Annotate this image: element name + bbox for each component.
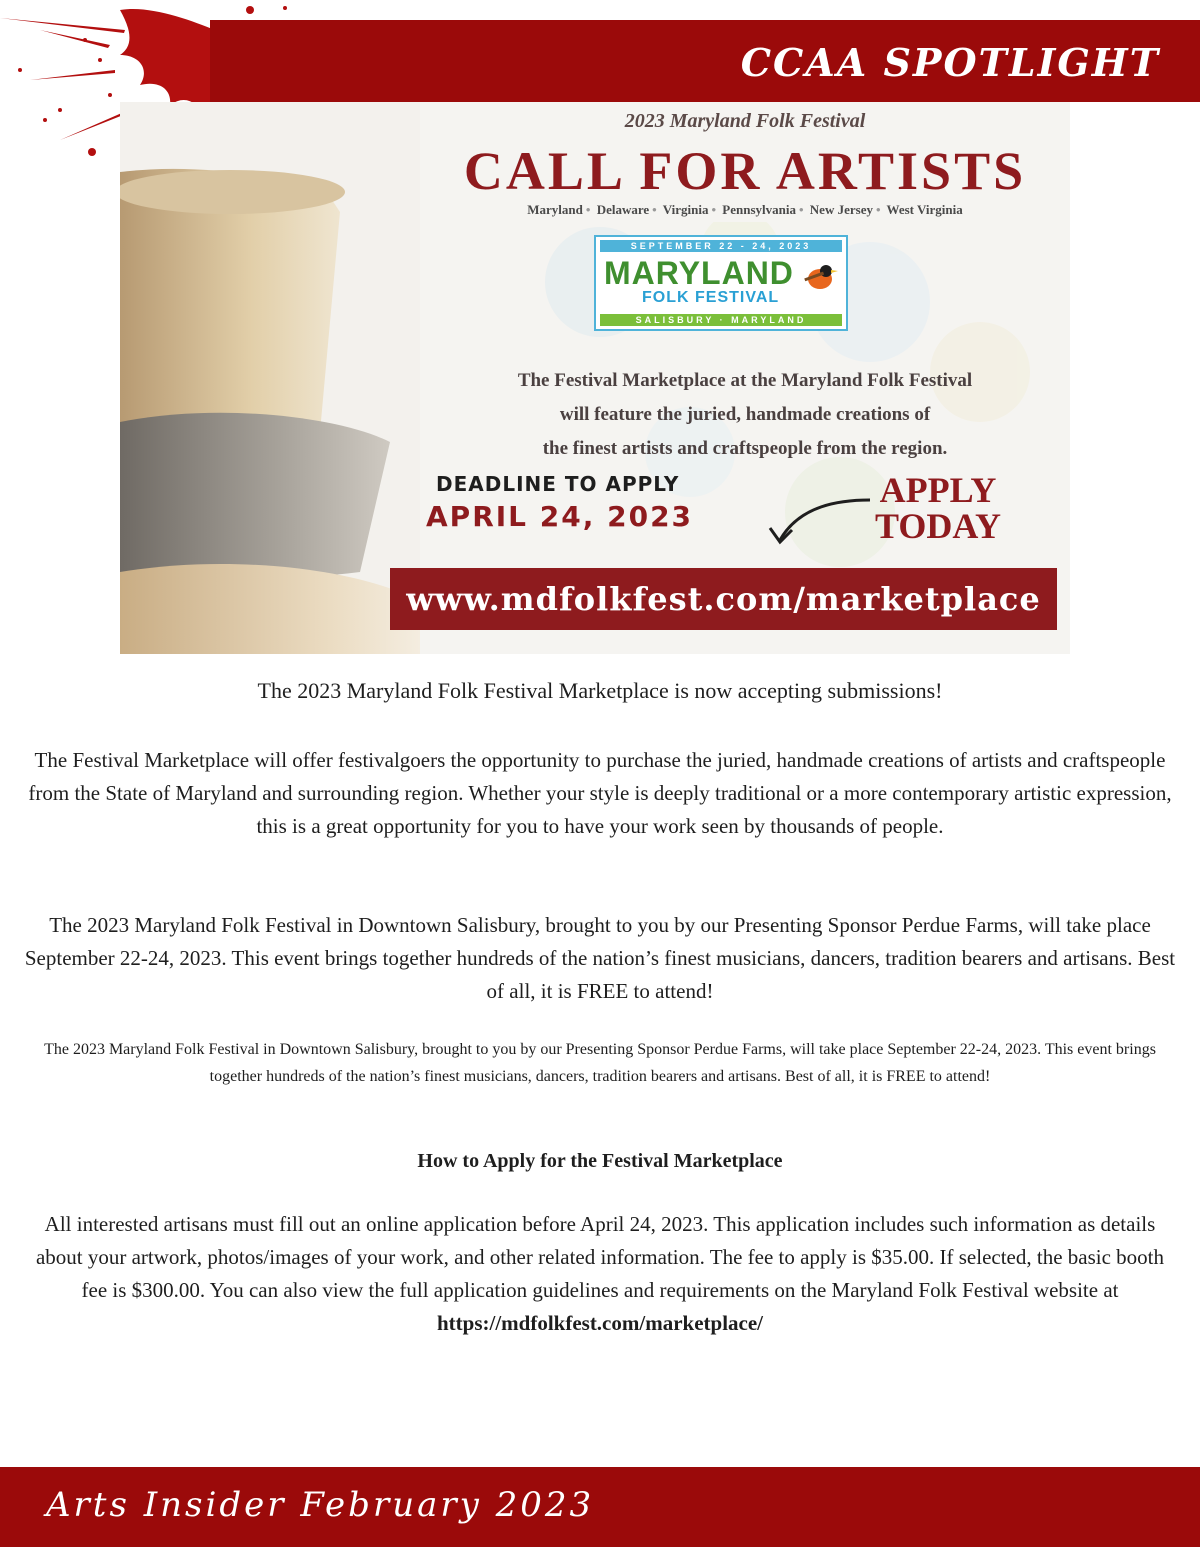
states-list: Maryland • Delaware • Virginia • Pennsylvania • New Jersey • West Virginia [527, 202, 963, 217]
logo-location-banner: SALISBURY · MARYLAND [600, 314, 842, 326]
deadline-date: APRIL 24, 2023 [426, 500, 694, 533]
logo-name-line1: MARYLAND [604, 255, 794, 291]
flyer-url: www.mdfolkfest.com/marketplace [390, 568, 1057, 630]
state-item: New Jersey [809, 202, 873, 217]
article-paragraph [24, 1208, 1176, 1340]
maryland-folk-festival-logo [594, 235, 848, 331]
deadline-label: DEADLINE TO APPLY [436, 472, 680, 496]
apply-today-text [858, 472, 1018, 544]
state-item: Maryland [527, 202, 583, 217]
flyer-description-line: will feature the juried, handmade creations of [559, 404, 931, 425]
apply-heading: How to Apply for the Festival Marketplace [417, 1150, 783, 1172]
flyer-description-line: the finest artists and craftspeople from the region. [542, 438, 948, 459]
article-paragraph: The Festival Marketplace will offer festivalgoers the opportunity to purchase the juried, handmade creations of artists and craftspeople from the State of Maryland and surrounding region. Whether your style is deeply traditional or a more contemporary artistic expression, this is a great opportunity for you to have your work seen by thousands of people. [28, 748, 1172, 838]
pottery-image [120, 102, 420, 654]
flyer-title: CALL FOR ARTISTS [463, 141, 1027, 201]
article-paragraph: The 2023 Maryland Folk Festival in Downtown Salisbury, brought to you by our Presenting Sponsor Perdue Farms, will take place September 22-24, 2023. This event brings together hundreds of the nation’s finest musicians, dancers, tradition bearers and artisans. Best of all, it is FREE to attend! [24, 913, 1176, 1003]
marketplace-link[interactable]: https://mdfolkfest.com/marketplace/ [436, 1311, 764, 1335]
apply-line: APPLY [879, 470, 997, 510]
footer-bar [0, 1467, 1200, 1547]
apply-line: TODAY [874, 506, 1002, 546]
logo-dates-banner: SEPTEMBER 22 - 24, 2023 [600, 240, 842, 252]
section-title: CCAA SPOTLIGHT [740, 40, 1160, 85]
state-item: Pennsylvania [722, 202, 796, 217]
flyer-description [420, 364, 1070, 466]
state-item: West Virginia [886, 202, 963, 217]
flyer-description-line: The Festival Marketplace at the Maryland Folk Festival [517, 370, 973, 391]
flyer-subtitle: 2023 Maryland Folk Festival [624, 110, 866, 132]
logo-name-line2: FOLK FESTIVAL [642, 289, 780, 306]
header-bar [210, 20, 1200, 102]
state-item: Virginia [662, 202, 709, 217]
bird-guitar-icon [800, 257, 840, 297]
footer-title: Arts Insider February 2023 [46, 1485, 595, 1525]
state-item: Delaware [596, 202, 650, 217]
article-lead: The 2023 Maryland Folk Festival Marketplace is now accepting submissions! [257, 678, 943, 703]
article-paragraph-small: The 2023 Maryland Folk Festival in Downtown Salisbury, brought to you by our Presenting Sponsor Perdue Farms, will take place September 22-24, 2023. This event brings together hundreds of the nation’s finest musicians, dancers, tradition bearers and artisans. Best of all, it is FREE to attend! [44, 1041, 1156, 1085]
call-for-artists-flyer [120, 102, 1070, 654]
apply-instructions: All interested artisans must fill out an online application before April 24, 2023. This application includes such information as details about your artwork, photos/images of your work, and other related information. The fee to apply is $35.00. If selected, the basic booth fee is $300.00. You can also view the full application guidelines and requirements on the Maryland Folk Festival website at [35, 1212, 1165, 1302]
